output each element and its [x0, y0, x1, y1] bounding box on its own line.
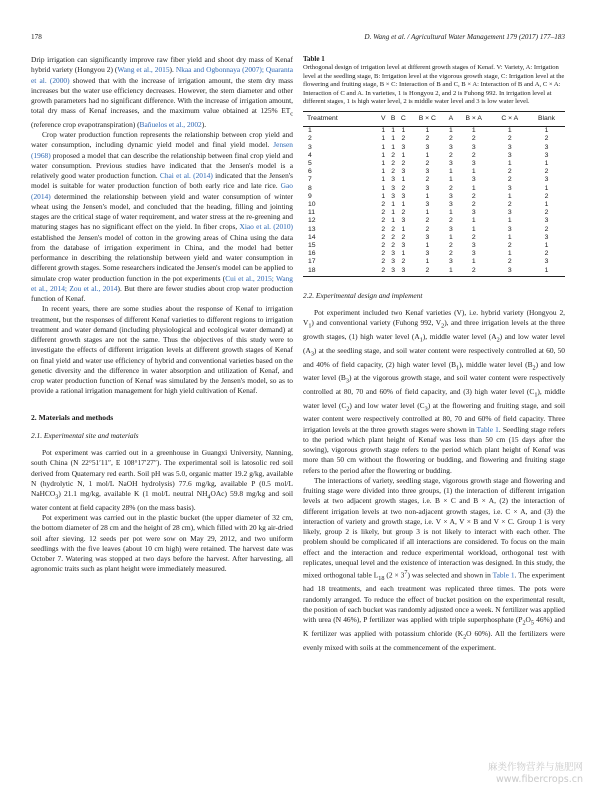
- table-cell: 1: [381, 143, 386, 151]
- table-cell: 2: [409, 267, 446, 277]
- table-cell: 2: [449, 151, 453, 159]
- table-cell: 3: [425, 233, 430, 241]
- table-cell: 3: [425, 184, 430, 192]
- subscript: 2: [441, 323, 445, 330]
- table-cell: 2: [401, 258, 406, 266]
- table-cell: 3: [449, 201, 453, 209]
- subscript: 5: [530, 620, 534, 627]
- table-cell: 2: [381, 250, 386, 258]
- table-cell: 11: [308, 209, 316, 217]
- table-cell: 6: [308, 168, 312, 176]
- subscript: 3: [55, 494, 59, 501]
- table-cell: 14: [308, 233, 316, 241]
- table-cell: 17: [308, 258, 316, 266]
- table-cell: 3: [471, 242, 476, 250]
- table-cell: 3: [391, 184, 395, 192]
- citation-link[interactable]: Xiao et al. (2010): [239, 222, 293, 232]
- table-cell: 1: [381, 184, 386, 192]
- table-cell: 3: [425, 143, 430, 151]
- table-cell: 3: [507, 225, 512, 233]
- table-cell: 3: [401, 143, 406, 151]
- table-cell: 1: [381, 168, 386, 176]
- table-cell: 2: [449, 217, 453, 225]
- table-cell: 1: [425, 209, 430, 217]
- table-cell: 2: [425, 160, 430, 168]
- table-cell: 2: [381, 233, 386, 241]
- table-cell: 2: [391, 242, 395, 250]
- table-cell: 1: [471, 258, 476, 266]
- left-column: [31, 55, 293, 575]
- table-cell: 2: [401, 135, 406, 143]
- table-cell: 2: [391, 168, 395, 176]
- table-cell: 4: [308, 151, 312, 159]
- table-cell: 1: [401, 201, 406, 209]
- table-cell: 3: [544, 151, 549, 159]
- column-header: V: [378, 111, 388, 126]
- table-row: [303, 127, 565, 136]
- table-cell: 2: [381, 209, 386, 217]
- table-cell: 2: [471, 233, 476, 241]
- table-cell: 1: [381, 192, 386, 200]
- column-header: B × C: [409, 111, 446, 126]
- table-cell: 2: [544, 209, 549, 217]
- table-cell: 1: [401, 225, 406, 233]
- table-cell: 2: [507, 201, 512, 209]
- table-cell: 3: [391, 258, 395, 266]
- table-cell: 10: [308, 201, 316, 209]
- table-cell: 2: [401, 233, 406, 241]
- table-cell: 1: [391, 217, 395, 225]
- table-cell: 3: [471, 176, 476, 184]
- watermark-line: www.fibercrops.cn: [496, 774, 583, 785]
- table-cell: 3: [425, 250, 430, 258]
- table-row: [303, 234, 565, 242]
- table-cell: 3: [471, 209, 476, 217]
- table-cell: 1: [401, 176, 406, 184]
- table-cell: 1: [471, 168, 476, 176]
- table-cell: 1: [381, 127, 386, 135]
- table-cell: 3: [401, 217, 406, 225]
- table-row: [303, 135, 565, 143]
- table-cell: 1: [471, 127, 476, 135]
- table-cell: 2: [544, 168, 549, 176]
- table-cell: 8: [308, 184, 312, 192]
- table-cell: 2: [471, 151, 476, 159]
- table-cell: 2: [401, 160, 406, 168]
- table-cell: 3: [425, 168, 430, 176]
- table-cell: 3: [507, 143, 512, 151]
- table-header-row: [303, 111, 565, 126]
- table-cell: 1: [401, 151, 406, 159]
- table-cell: 2: [471, 135, 476, 143]
- table-cell: 3: [507, 184, 512, 192]
- table-cell: 1: [391, 143, 395, 151]
- table-cell: 3: [391, 176, 395, 184]
- table-cell: 3: [449, 225, 453, 233]
- subscript: c: [290, 111, 293, 118]
- column-header: B × A: [456, 111, 492, 126]
- table-cell: 1: [425, 258, 430, 266]
- paragraph: The interactions of variety, seedling stage, vigorous growth stage and flowering and fruiting stage were divided into three groups, (1) the interaction of different irrigation levels at two adjacent growth stages, i.e. B × C and B × A, (2) the interaction of different irrigation levels at two non-adjacent growth stages, i.e. C × A, and (3) the interaction of variety and growth stage, i.e. V × A, V × B and V × C. Group 1 is very likely, group 2 is likely, but group 3 is not likely to interact with each other. The problem should be complicated if all interactions are considered. To focus on the main effect and the interaction and reduce experimental workload, orthogonal test with replicates, unequal level and the existence of interaction was designed. In this study, the mixed orthogonal table $L_{18}$ $(2 \times 3^7)$ was selected and shown in Table 1. The experiment had 18 treatments, and each treatment was replicated three times. The pots were randomly arranged. To reduce the effect of bucket position on the experimental result, the position of each bucket was randomly adjusted once a week. N fertilizer was applied with urea (N 46%), P fertilizer was applied with triple superphosphate ($P_2O_5$ 46%) and K fertilizer was applied with potassium chloride ($K_2O$ 60%). All the fertilizers were evenly mixed with soils at the commencement of the experiment.: [303, 475, 566, 652]
- table-cell: 3: [544, 233, 549, 241]
- table-cell: 2: [391, 233, 395, 241]
- table-cell: 3: [425, 201, 430, 209]
- column-header: Treatment: [303, 111, 378, 126]
- citation-link[interactable]: Bañuelos et al., 2002: [139, 119, 202, 129]
- table-cell: 1: [507, 160, 512, 168]
- subscript: 3: [424, 406, 428, 413]
- citation-link[interactable]: Table 1: [476, 424, 499, 434]
- table-cell: 3: [471, 250, 476, 258]
- table-cell: 1: [391, 135, 395, 143]
- table-cell: 1: [449, 233, 453, 241]
- superscript: 7: [404, 570, 408, 577]
- table-cell: 9: [308, 192, 312, 200]
- table-cell: 2: [544, 250, 549, 258]
- table-cell: 1: [391, 201, 395, 209]
- paragraph: Pot experiment was carried out in the plastic bucket (the upper diameter of 32 cm, the bottom diameter of 28 cm and the height of 28 cm), which filled with 20 kg air-dried soil after sieving. 12 seeds per pot were sow on May 29, 2012, and two uniform seedlings with the five leaves (about 10 cm high) were retained. The harvest date was October 7. Watering was stopped at two days before the harvest. After harvesting, all agronomic traits such as plant height were immediately measured.: [31, 513, 293, 574]
- table-cell: 2: [471, 201, 476, 209]
- table-cell: 1: [507, 127, 512, 135]
- subscript: 3: [310, 351, 314, 358]
- citation-link[interactable]: Chai et al. (2014): [159, 171, 213, 181]
- table-cell: 1: [391, 209, 395, 217]
- paragraph: Crop water production function represents the relationship between crop yield and water consumption, including dynamic yield model and final yield model. Jensen (1968) proposed a model that can describe the relationship between final crop yield and water consumption. Previous studies have indicated that the Jensen's model is a relatively good water production function. Chai et al. (2014) indicated that the Jensen's model is suitable for water production function of both early rice and late rice. Gao (2014) determined the relationship between yield and water consumption of winter wheat using the Jensen's model, and concluded that the heading, filling and jointing stages are the critical stage of water requirement, and water stress at the re-greening and maturing stages has no significant effect on the yield. In fiber crops, Xiao et al. (2010) established the Jensen's model of cotton in the growing areas of China using the data from the database of irrigation experiment in China, and the model had better performance in describing the relationship between yield and water consumption in different growth stages. Some researchers indicated the Jensen's model can be applied to simulate crop water production function in the pot experiments (Cui et al., 2015; Wang et al., 2014; Zou et al., 2014). But there are fewer studies about crop water production function of Kenaf.: [31, 130, 294, 304]
- table-cell: 3: [449, 143, 453, 151]
- table-cell: 2: [449, 184, 453, 192]
- column-header: C: [398, 111, 409, 126]
- table-cell: 1: [507, 233, 512, 241]
- table-cell: 1: [449, 168, 453, 176]
- table-cell: 1: [528, 267, 565, 277]
- table-cell: 3: [449, 192, 453, 200]
- table-cell: 3: [544, 176, 549, 184]
- table-row: [303, 144, 565, 152]
- table-cell: 3: [471, 143, 476, 151]
- table-cell: 3: [471, 160, 476, 168]
- column-header: A: [446, 111, 456, 126]
- citation-link[interactable]: Gao (2014): [31, 181, 293, 201]
- table-row: [303, 226, 565, 234]
- watermark-line: 麻类作物营养与施肥网: [487, 762, 583, 773]
- table-cell: 2: [544, 135, 549, 143]
- table-cell: 5: [308, 160, 312, 168]
- orthogonal-design-table: [303, 111, 565, 277]
- table-cell: 1: [425, 127, 430, 135]
- table-cell: 2: [544, 225, 549, 233]
- citation-link[interactable]: Wang et al., 2015: [117, 65, 170, 75]
- journal-citation: D. Wang et al. / Agricultural Water Management 179 (2017) 177–183: [364, 33, 565, 41]
- table-cell: 2: [381, 258, 386, 266]
- subscript: 2: [532, 365, 536, 371]
- table-cell: 1: [446, 267, 456, 277]
- paragraph: Drip irrigation can significantly improve raw fiber yield and shoot dry mass of Kenaf hybrid variety (Hongyou 2) (Wang et al., 2015). Nkaa and Ogbonnaya (2007); Quaranta et al. (2000) showed that with the increase of irrigation amount, the stem dry mass increases but the water use efficiency decreases. However, the stem diameter and other growth parameters had no significant difference. With the increase of irrigation amount, total dry mass of Kenaf increases, and the maximum value obtained at 125% $ET_c$ (reference crop evapotranspiration) (Bañuelos et al., 2002).: [31, 55, 293, 129]
- table-cell: 2: [507, 258, 512, 266]
- subscript: 1: [456, 365, 460, 371]
- table-cell: 1: [544, 242, 549, 250]
- table-cell: 7: [308, 176, 312, 184]
- table-cell: 2: [381, 201, 386, 209]
- table-cell: 2: [381, 225, 386, 233]
- subscript: 2: [463, 634, 467, 641]
- table-cell: 2: [391, 160, 395, 168]
- table-cell: 1: [449, 209, 453, 217]
- subscript: 2: [496, 337, 500, 344]
- table-cell: 2: [308, 135, 312, 143]
- table-cell: 3: [391, 250, 395, 258]
- table-cell: 3: [507, 151, 512, 159]
- table-cell: 3: [544, 217, 549, 225]
- table-cell: 1: [391, 127, 395, 135]
- table-cell: 3: [308, 143, 312, 151]
- table-cell: 1: [401, 250, 406, 258]
- section-heading: 2. Materials and methods: [31, 412, 114, 422]
- citation-link[interactable]: Nkaa and Ogbonnaya (2007); Quaranta et al. (2000): [31, 65, 293, 85]
- table-cell: 2: [544, 192, 549, 200]
- table-row: [303, 242, 565, 250]
- table-row: [303, 209, 565, 217]
- subscript: 1: [419, 337, 423, 344]
- table-cell: 16: [308, 250, 316, 258]
- table-cell: 2: [507, 168, 512, 176]
- table-cell: 18: [303, 267, 378, 277]
- table-cell: 2: [425, 217, 430, 225]
- table-cell: 3: [449, 258, 453, 266]
- subscript: 1: [308, 323, 312, 330]
- table-cell: 2: [378, 267, 388, 277]
- table-cell: 2: [449, 250, 453, 258]
- citation-link[interactable]: Table 1: [492, 570, 515, 580]
- table-cell: 3: [492, 267, 528, 277]
- table-cell: 1: [425, 242, 430, 250]
- table-caption: Orthogonal design of irrigation level at different growth stages of Kenaf. V: Variety, A: Irrigation level at the seedling stage, B: Irrigation level at the vigorous growth stage, C: Irrigation level at the flowering and fruiting stage, B × C: Interaction of B and C, B × A: Interaction of B and A, C × A: Interaction of C and A. In varieties, 1 is Hongyou 2, and 2 is Fuhong 992. In irrigation level at different stages, 1 is high water level, 2 is middle water level and 3 is low water level.: [303, 64, 565, 106]
- table-cell: 1: [544, 201, 549, 209]
- table-cell: 1: [544, 160, 549, 168]
- subscript: 2: [346, 406, 350, 413]
- subscript: 18: [378, 576, 385, 583]
- table-cell: 2: [507, 135, 512, 143]
- paragraph: Pot experiment included two Kenaf varieties (V), i.e. hybrid variety (Hongyou 2, $V_1$) and conventional variety (Fuhong 992, $V_2$), and three irrigation levels at the three growth stages, (1) high water level $(A_1)$, middle water level $(A_2)$ and low water level $(A_3)$ at the seedling stage, and soil water content were respectively controlled at 60, 50 and 40% of field capacity, (2) high water level $(B_1)$, middle water level $(B_2)$ and low water level $(B_3)$ at the vigorous growth stage, and soil water content were respectively controlled at 80, 70 and 60% of field capacity, and (3) high water level $(C_1)$, middle water level $(C_2)$ and low water level $(C_3)$ at the flowering and fruiting stage, and soil water content were respectively controlled at 80, 70 and 60% of field capacity. Three irrigation levels at the three growth stages were shown in Table 1. Seedling stage refers to the period which plant height of Kenaf was less than 50 cm (15 days after the sowing), vigorous growth stage refers to the period which plant height of Kenaf was more than 50 cm without the flowering or budding, and flowering and fruiting stage refers to the period after the flowering or budding.: [303, 308, 566, 475]
- table-cell: 3: [544, 258, 549, 266]
- table-cell: 2: [471, 192, 476, 200]
- table-cell: 2: [425, 176, 430, 184]
- paragraph: In recent years, there are some studies about the response of Kenaf to irrigation treatment, but the responses of different Kenaf varieties to different regions to irrigation treatment and water demand (including physiological and ecological water demand) at different growth stages are not the same. Thus the objectives of this study were to investigate the effects of different irrigation levels at different growth stages of Kenaf on final yield and water use efficiency of hybrid and conventional varieties based on the genetic diversity and the difference in water absorption and utilization of Kenaf, and crop water production function of Kenaf was simulated by the Jensen's model, so as to provide a rational irrigation management for high yield cultivation of Kenaf.: [31, 304, 293, 396]
- table-cell: 13: [308, 225, 316, 233]
- table-cell: 1: [449, 176, 453, 184]
- table-row: [303, 160, 565, 168]
- table-cell: 2: [449, 242, 453, 250]
- table-row: [303, 185, 565, 193]
- column-header: C × A: [492, 111, 528, 126]
- table-cell: 2: [507, 242, 512, 250]
- subscript: 2: [522, 620, 526, 627]
- table-row: [303, 267, 565, 277]
- table-cell: 12: [308, 217, 316, 225]
- table-cell: 1: [507, 192, 512, 200]
- table-cell: 1: [425, 192, 430, 200]
- table-cell: 1: [544, 127, 549, 135]
- table-cell: 1: [308, 127, 312, 135]
- table-cell: 1: [544, 184, 549, 192]
- citation-link[interactable]: Jensen (1968): [31, 140, 293, 160]
- subsection-heading: 2.2. Experimental design and implement: [303, 290, 423, 300]
- table-cell: 2: [391, 151, 395, 159]
- table-row: [303, 201, 565, 209]
- table-row: [303, 258, 565, 266]
- table-cell: 3: [507, 209, 512, 217]
- subsection-heading: 2.1. Experimental site and materials: [31, 430, 139, 440]
- table-cell: 2: [425, 225, 430, 233]
- table-cell: 1: [425, 151, 430, 159]
- table-cell: 2: [507, 176, 512, 184]
- table-cell: 2: [391, 225, 395, 233]
- table-cell: 3: [544, 143, 549, 151]
- table-cell: 2: [456, 267, 492, 277]
- citation-link[interactable]: Cui et al., 2015; Wang et al., 2014; Zou et al., 2014: [31, 273, 294, 293]
- column-header: B: [388, 111, 398, 126]
- table-row: [303, 250, 565, 258]
- table-cell: 1: [471, 225, 476, 233]
- table-row: [303, 176, 565, 184]
- subscript: 1: [534, 392, 538, 399]
- right-column: [303, 55, 565, 653]
- table-cell: 2: [401, 184, 406, 192]
- table-body: [303, 127, 565, 277]
- table-cell: 2: [449, 135, 453, 143]
- running-header: [31, 33, 565, 45]
- table-title: Table 1: [303, 55, 325, 63]
- table-cell: 2: [425, 135, 430, 143]
- table-cell: 1: [381, 160, 386, 168]
- table-cell: 2: [381, 242, 386, 250]
- table-row: [303, 217, 565, 225]
- table-cell: 1: [381, 135, 386, 143]
- subscript: 3: [345, 378, 349, 385]
- table-block: [303, 55, 565, 277]
- table-row: [303, 193, 565, 201]
- paragraph: Pot experiment was carried out in a greenhouse in Guangxi University, Nanning, south China (N 22°51′11″, E 108°17′27″). The experimental soil is latosolic red soil derived from Quaternary red earth. Soil pH was 5.0, organic matter 19.2 g/kg, available N (hydrolytic N, 1 mol/L NaOH hydrolysis) 77.6 mg/kg, available P (0.5 mol/L NaHCO$_3$) 21.1 mg/kg, available K (1 mol/L neutral $NH_4OAc$) 59.8 mg/kg and soil water content at field capacity 28% (on the mass basis).: [31, 448, 293, 512]
- table-cell: 1: [381, 151, 386, 159]
- table-cell: 2: [381, 217, 386, 225]
- table-cell: 1: [507, 250, 512, 258]
- subscript: 4: [207, 494, 211, 501]
- table-cell: 1: [507, 217, 512, 225]
- table-cell: 3: [401, 242, 406, 250]
- table-cell: 15: [308, 242, 316, 250]
- table-cell: 3: [398, 267, 409, 277]
- table-cell: 1: [471, 184, 476, 192]
- table-cell: 1: [471, 217, 476, 225]
- table-cell: 2: [401, 209, 406, 217]
- table-cell: 1: [449, 127, 453, 135]
- table-cell: 3: [388, 267, 398, 277]
- table-cell: 1: [401, 127, 406, 135]
- table-cell: 3: [401, 168, 406, 176]
- table-row: [303, 168, 565, 176]
- watermark: [488, 762, 583, 786]
- table-cell: 1: [381, 176, 386, 184]
- table-cell: 3: [391, 192, 395, 200]
- table-row: [303, 152, 565, 160]
- table-cell: 3: [449, 160, 453, 168]
- table-cell: 3: [401, 192, 406, 200]
- page-number: 178: [31, 33, 42, 41]
- column-header: Blank: [528, 111, 565, 126]
